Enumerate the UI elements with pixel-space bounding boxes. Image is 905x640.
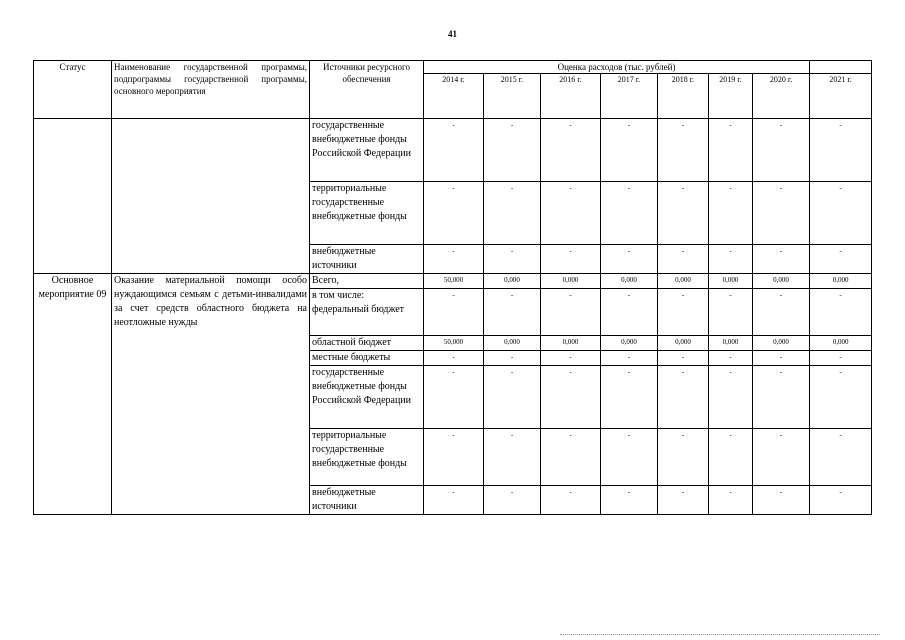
scan-artifact-line xyxy=(560,634,880,635)
value-cell: - xyxy=(810,351,872,366)
budget-table-body xyxy=(34,61,872,515)
value-cell: - xyxy=(658,119,709,182)
estimate-header: Оценка расходов (тыс. рублей) xyxy=(424,61,810,74)
value-cell: - xyxy=(601,245,658,274)
source-cell: государственные внебюджетные фонды Российской Федерации xyxy=(310,119,424,182)
value-cell: - xyxy=(424,366,484,429)
value-cell: - xyxy=(709,119,753,182)
value-cell: - xyxy=(424,245,484,274)
value-cell: - xyxy=(658,429,709,486)
value-cell: - xyxy=(658,245,709,274)
prev-status-cell xyxy=(34,119,112,274)
value-cell: 0,000 xyxy=(601,336,658,351)
source-cell: территориальные государственные внебюджетные фонды xyxy=(310,429,424,486)
value-cell: - xyxy=(709,429,753,486)
status-header: Статус xyxy=(34,61,112,119)
value-cell: 0,000 xyxy=(484,274,541,289)
value-cell: 0,000 xyxy=(753,336,810,351)
value-cell: - xyxy=(424,119,484,182)
value-cell: - xyxy=(424,182,484,245)
year-header: 2014 г. xyxy=(424,74,484,119)
value-cell: - xyxy=(484,351,541,366)
source-cell: государственные внебюджетные фонды Российской Федерации xyxy=(310,366,424,429)
estimate-header-extra xyxy=(810,61,872,74)
year-header: 2015 г. xyxy=(484,74,541,119)
value-cell: - xyxy=(484,289,541,336)
source-cell: внебюджетные источники xyxy=(310,486,424,515)
value-cell: - xyxy=(709,245,753,274)
source-cell: местные бюджеты xyxy=(310,351,424,366)
value-cell: - xyxy=(541,351,601,366)
value-cell: - xyxy=(753,289,810,336)
value-cell: - xyxy=(810,245,872,274)
value-cell: - xyxy=(753,245,810,274)
value-cell: - xyxy=(658,182,709,245)
value-cell: 0,000 xyxy=(753,274,810,289)
value-cell: - xyxy=(484,429,541,486)
value-cell: 0,000 xyxy=(658,274,709,289)
value-cell: - xyxy=(810,119,872,182)
value-cell: - xyxy=(753,429,810,486)
page-number: 41 xyxy=(448,29,457,39)
status-cell: Основное мероприятие 09 xyxy=(34,274,112,515)
value-cell: - xyxy=(709,486,753,515)
value-cell: - xyxy=(601,429,658,486)
value-cell: 50,000 xyxy=(424,274,484,289)
value-cell: - xyxy=(484,182,541,245)
value-cell: - xyxy=(484,119,541,182)
value-cell: - xyxy=(484,486,541,515)
year-header: 2021 г. xyxy=(810,74,872,119)
year-header: 2017 г. xyxy=(601,74,658,119)
value-cell: 0,000 xyxy=(541,336,601,351)
prev-name-cell xyxy=(112,119,310,274)
value-cell: - xyxy=(541,366,601,429)
value-cell: 0,000 xyxy=(810,274,872,289)
value-cell: 0,000 xyxy=(658,336,709,351)
year-header: 2020 г. xyxy=(753,74,810,119)
source-cell: областной бюджет xyxy=(310,336,424,351)
value-cell: - xyxy=(541,119,601,182)
value-cell: - xyxy=(601,366,658,429)
value-cell: - xyxy=(541,429,601,486)
value-cell: - xyxy=(753,182,810,245)
value-cell: - xyxy=(484,245,541,274)
value-cell: - xyxy=(709,289,753,336)
value-cell: - xyxy=(709,351,753,366)
value-cell: - xyxy=(753,351,810,366)
source-cell: территориальные государственные внебюджетные фонды xyxy=(310,182,424,245)
value-cell: - xyxy=(424,351,484,366)
year-header: 2016 г. xyxy=(541,74,601,119)
budget-table xyxy=(33,60,872,515)
value-cell: - xyxy=(810,486,872,515)
value-cell: 0,000 xyxy=(709,274,753,289)
value-cell: - xyxy=(424,429,484,486)
value-cell: - xyxy=(601,289,658,336)
value-cell: 0,000 xyxy=(484,336,541,351)
value-cell: - xyxy=(753,486,810,515)
value-cell: - xyxy=(424,289,484,336)
value-cell: 0,000 xyxy=(709,336,753,351)
value-cell: - xyxy=(658,289,709,336)
value-cell: - xyxy=(541,182,601,245)
value-cell: - xyxy=(658,486,709,515)
value-cell: - xyxy=(658,366,709,429)
sources-header: Источники ресурсного обеспечения xyxy=(310,61,424,119)
value-cell: - xyxy=(601,351,658,366)
value-cell: - xyxy=(810,366,872,429)
source-cell: в том числе: федеральный бюджет xyxy=(310,289,424,336)
value-cell: - xyxy=(753,366,810,429)
value-cell: 0,000 xyxy=(541,274,601,289)
year-header: 2018 г. xyxy=(658,74,709,119)
measure-name-cell: Оказание материальной помощи особо нуждающимся семьям с детьми-инвалидами за счет средств областного бюджета на неотложные нужды xyxy=(112,274,310,515)
value-cell: - xyxy=(601,182,658,245)
value-cell: 50,000 xyxy=(424,336,484,351)
table-row xyxy=(34,274,872,289)
source-cell: внебюджетные источники xyxy=(310,245,424,274)
value-cell: - xyxy=(658,351,709,366)
name-header: Наименование государственной программы, подпрограммы государственной программы, основного мероприятия xyxy=(112,61,310,119)
year-header: 2019 г. xyxy=(709,74,753,119)
value-cell: - xyxy=(709,366,753,429)
value-cell: - xyxy=(424,486,484,515)
value-cell: 0,000 xyxy=(601,274,658,289)
header-row xyxy=(34,61,872,74)
value-cell: 0,000 xyxy=(810,336,872,351)
source-cell: Всего, xyxy=(310,274,424,289)
table-row xyxy=(34,119,872,182)
value-cell: - xyxy=(601,486,658,515)
value-cell: - xyxy=(541,486,601,515)
value-cell: - xyxy=(541,289,601,336)
value-cell: - xyxy=(810,289,872,336)
value-cell: - xyxy=(709,182,753,245)
value-cell: - xyxy=(810,182,872,245)
value-cell: - xyxy=(601,119,658,182)
value-cell: - xyxy=(810,429,872,486)
value-cell: - xyxy=(753,119,810,182)
value-cell: - xyxy=(484,366,541,429)
value-cell: - xyxy=(541,245,601,274)
